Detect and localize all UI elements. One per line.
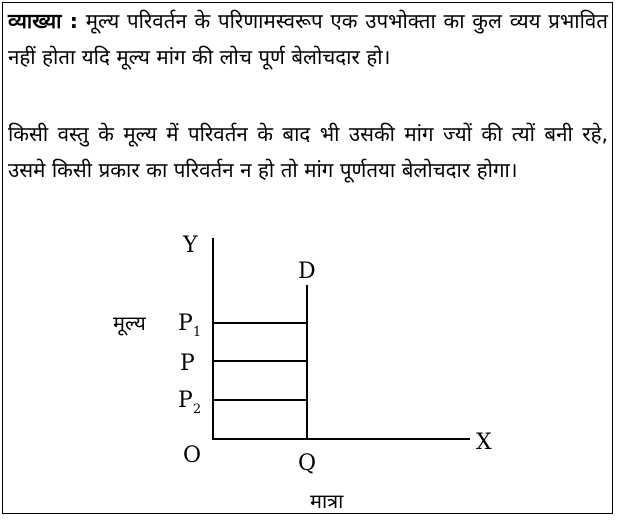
demand-label: D: [298, 259, 316, 284]
price-level-p1: $P_1$: [178, 311, 202, 340]
origin-label: O: [183, 443, 202, 468]
quantity-label-hindi: मात्रा: [310, 489, 344, 513]
price-level-p: P: [180, 351, 195, 376]
x-axis-label: X: [476, 430, 492, 455]
y-axis-label: Y: [183, 233, 198, 258]
explanation-heading: व्याख्या :: [8, 9, 78, 33]
explanation-text-1: मूल्य परिवर्तन के परिणामस्वरूप एक उपभोक्ता का कुल व्यय प्रभावित नहीं होता यदि मूल्य मांग की लोच पूर्ण बेलोचदार हो।: [8, 9, 608, 69]
price-level-p2: $P_2$: [178, 388, 202, 417]
explanation-paragraph-2: किसी वस्तु के मूल्य में परिवर्तन के बाद भी उसकी मांग ज्यों की त्यों बनी रहे, उसमे किसी प्रकार का परिवर्तन न हो तो मांग पूर्णतया बेलोचदार होगा।: [8, 122, 608, 182]
quantity-label: Q: [298, 451, 317, 476]
price-label-hindi: मूल्य: [113, 311, 146, 335]
